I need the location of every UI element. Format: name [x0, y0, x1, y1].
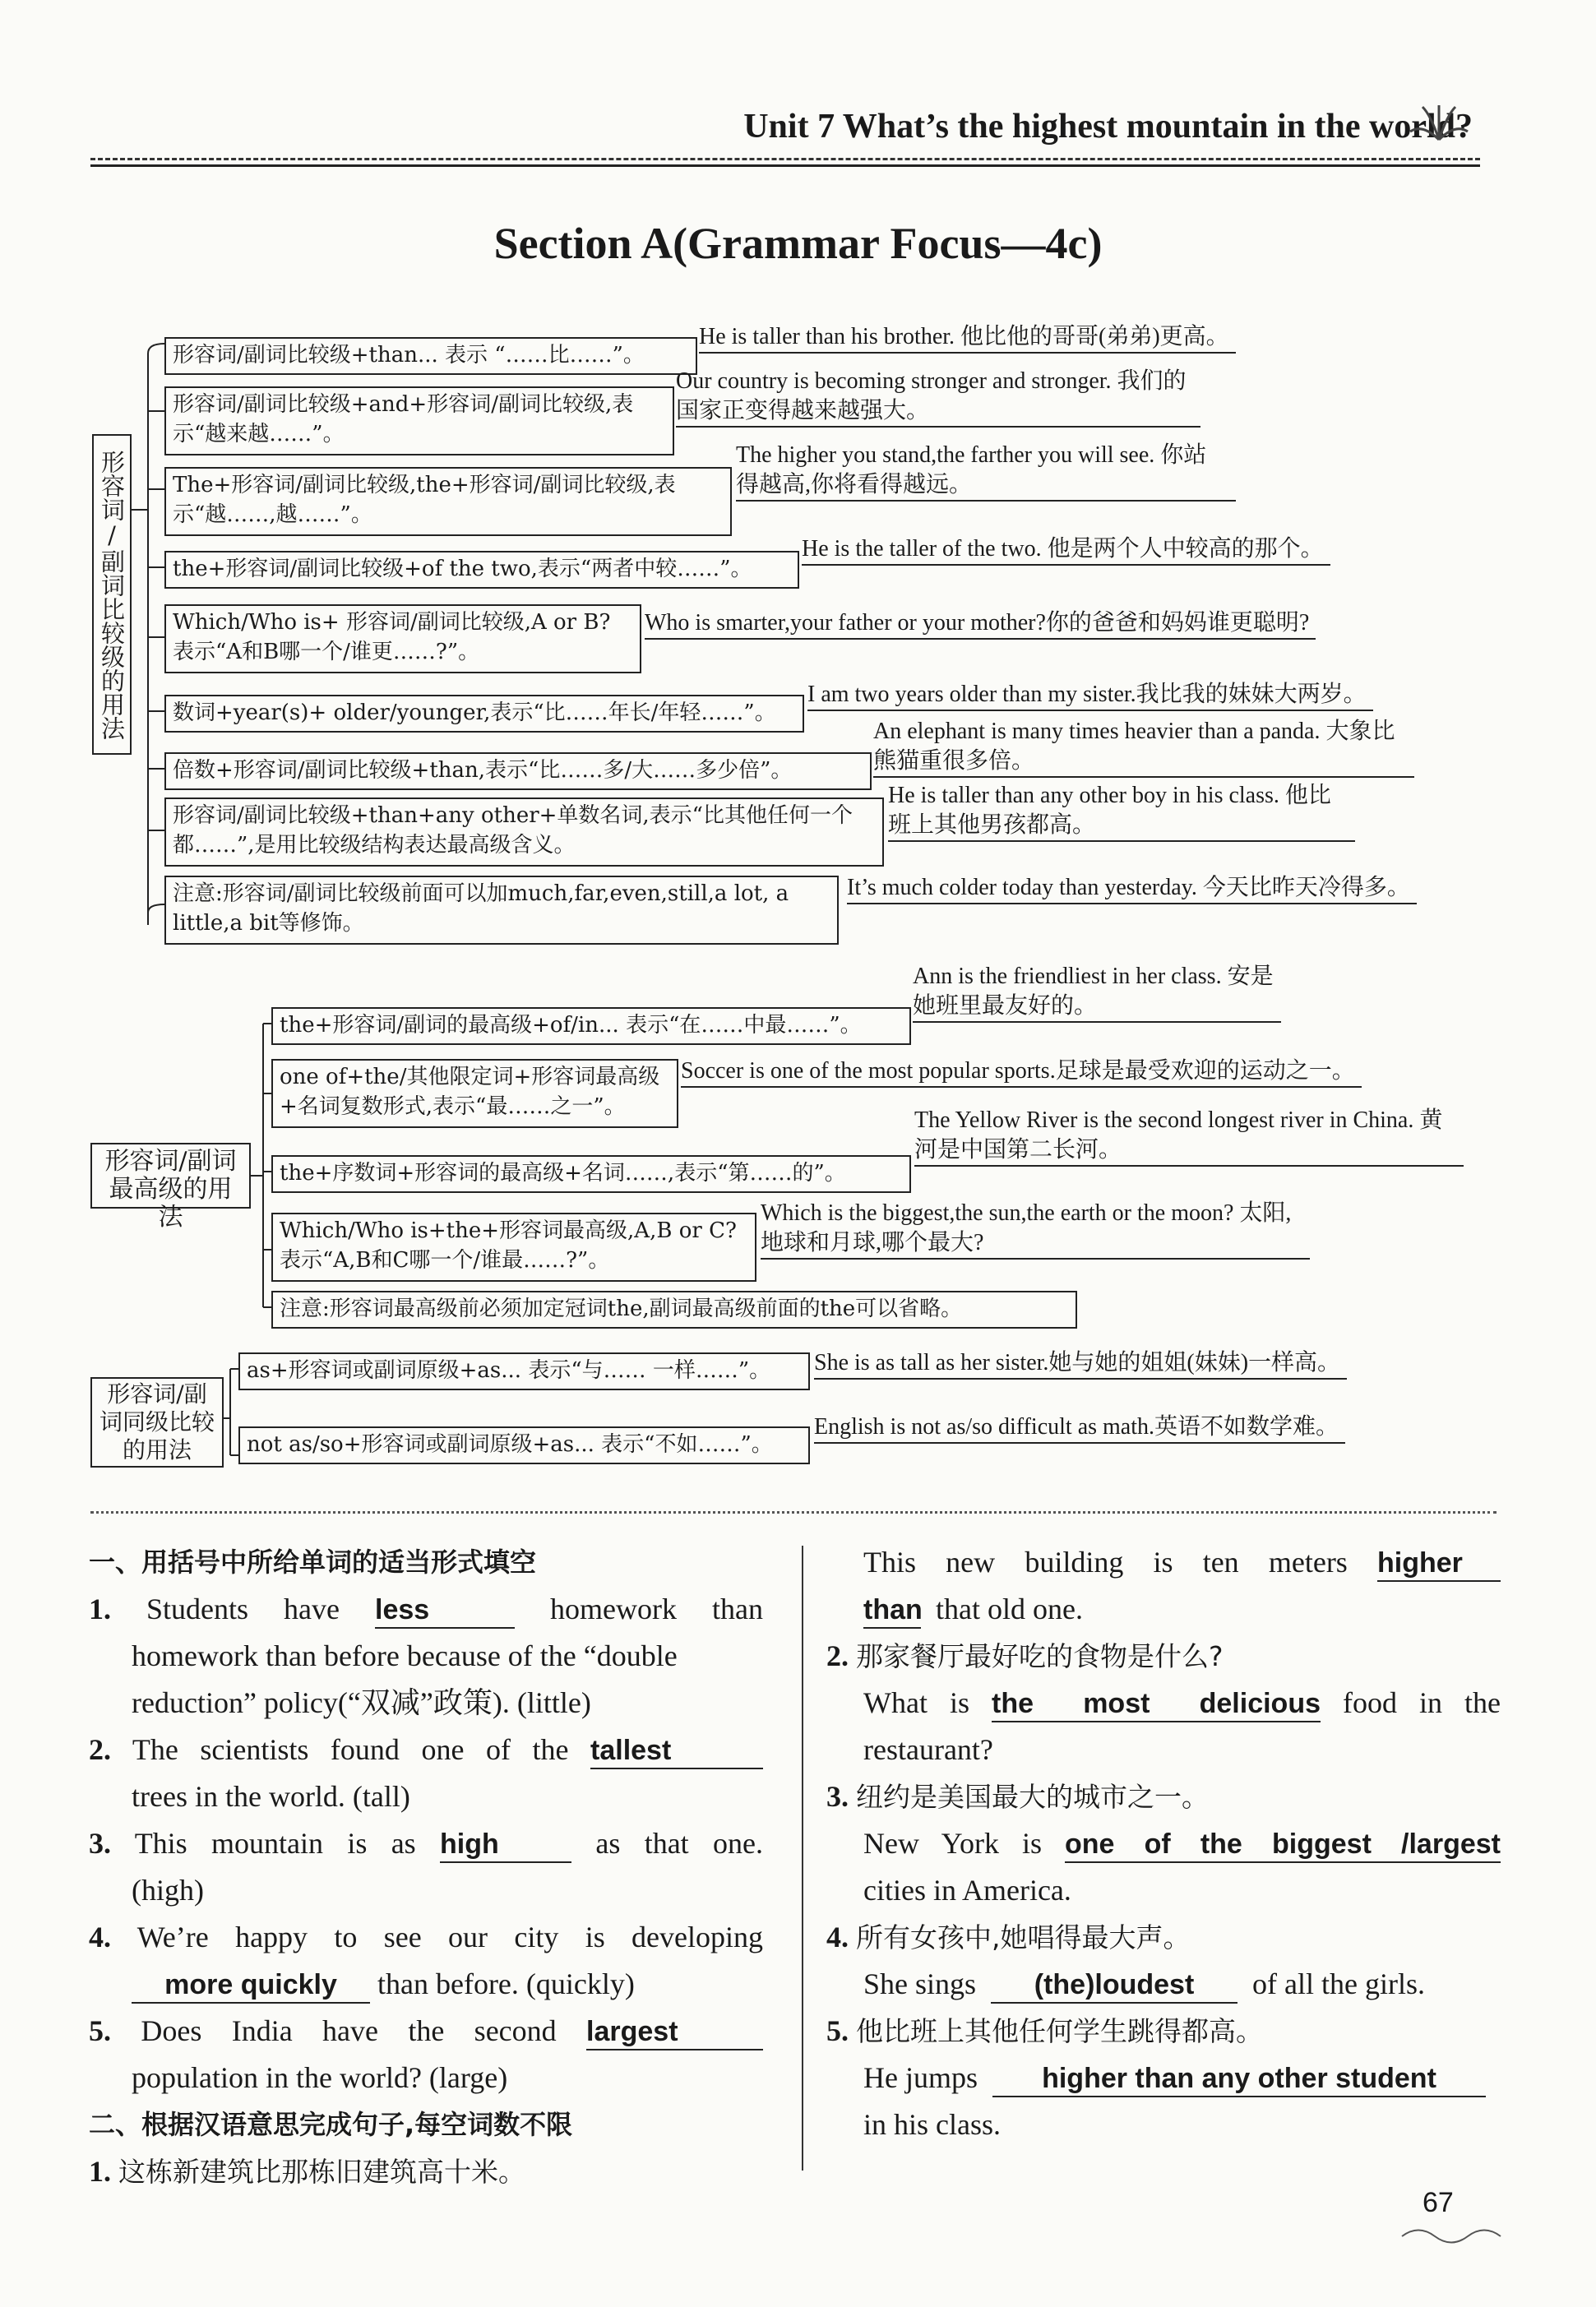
exercise-item-cont: trees in the world. (tall) — [132, 1780, 410, 1813]
exercise-item: 1. 这栋新建筑比那栋旧建筑高十米。 — [89, 2155, 525, 2188]
unit-header: Unit 7 What’s the highest mountain in the world? — [743, 108, 1473, 146]
rule-example: The higher you stand,the farther you will see. 你站得越高,你将看得越远。 — [736, 441, 1236, 502]
rule-box: 倍数+形容词/副词比较级+than,表示“比……多/大……多少倍”。 — [164, 752, 872, 790]
footer-flourish-icon — [1398, 2224, 1513, 2249]
exercise-item-cont: This new building is ten meters higher — [826, 1539, 1501, 1586]
category-equal-comparison: 形容词/副词同级比较的用法 — [90, 1377, 224, 1468]
rule-box: one of+the/其他限定词+形容词最高级+名词复数形式,表示“最……之一”。 — [271, 1059, 678, 1128]
rule-box: the+序数词+形容词的最高级+名词……,表示“第……的”。 — [271, 1155, 911, 1193]
rule-box: the+形容词/副词比较级+of the two,表示“两者中较……”。 — [164, 551, 799, 589]
exercise-right-column — [826, 1539, 1501, 2148]
answer-blank[interactable]: largest — [586, 2014, 763, 2050]
rule-example: She is as tall as her sister.她与她的姐姐(妹妹)一样高。 — [814, 1348, 1347, 1380]
rule-example: He is the taller of the two. 他是两个人中较高的那个。 — [802, 534, 1330, 566]
answer-blank[interactable]: higher — [1377, 1546, 1501, 1582]
answer-blank[interactable]: tallest — [590, 1733, 763, 1769]
answer-blank[interactable]: (the)loudest — [991, 1967, 1237, 2004]
rule-example: Which is the biggest,the sun,the earth or the moon? 太阳,地球和月球,哪个最大? — [761, 1199, 1310, 1260]
rule-box: 注意:形容词最高级前必须加定冠词the,副词最高级前面的the可以省略。 — [271, 1291, 1077, 1329]
answer-blank[interactable]: one of the biggest /largest — [1065, 1827, 1501, 1863]
exercise-item-cont: (high) — [132, 1874, 204, 1907]
exercise-item-cont: restaurant? — [863, 1733, 993, 1766]
rule-example: Who is smarter,your father or your mother?你的爸爸和妈妈谁更聪明? — [645, 608, 1316, 640]
rule-box: 形容词/副词比较级+than+any other+单数名词,表示“比其他任何一个都……”,是用比较级结构表达最高级含义。 — [164, 798, 884, 867]
rule-example: He is taller than any other boy in his class. 他比班上其他男孩都高。 — [888, 781, 1355, 842]
answer-blank[interactable]: than — [863, 1593, 921, 1629]
rule-box: the+形容词/副词的最高级+of/in... 表示“在……中最……”。 — [271, 1007, 911, 1045]
answer-blank[interactable]: less — [375, 1593, 515, 1629]
rule-box: not as/so+形容词或副词原级+as... 表示“不如……”。 — [238, 1426, 810, 1464]
answer-blank[interactable]: higher than any other student — [992, 2061, 1486, 2097]
exercise-item: 3. This mountain is as high as that one. — [89, 1820, 763, 1867]
exercise-item: 4. We’re happy to see our city is developing — [89, 1921, 764, 1953]
rule-box: Which/Who is+the+形容词最高级,A,B or C? 表示“A,B和C哪一个/谁最……?”。 — [271, 1213, 756, 1282]
rule-box: 数词+year(s)+ older/younger,表示“比……年长/年轻……”。 — [164, 695, 804, 733]
page-number: 67 — [1423, 2187, 1454, 2218]
section-divider — [90, 1511, 1497, 1514]
rule-box: The+形容词/副词比较级,the+形容词/副词比较级,表示“越……,越……”。 — [164, 467, 732, 536]
exercise-item-cont: in his class. — [863, 2108, 1001, 2141]
rule-example: The Yellow River is the second longest river in China. 黄河是中国第二长河。 — [914, 1106, 1464, 1167]
rule-example: English is not as/so difficult as math.英语不如数学难。 — [814, 1412, 1345, 1444]
rule-example: An elephant is many times heavier than a panda. 大象比熊猫重很多倍。 — [873, 717, 1414, 778]
exercise-item: 5. Does India have the second largest — [89, 2008, 763, 2055]
rule-example: Ann is the friendliest in her class. 安是她班里最友好的。 — [913, 962, 1281, 1023]
rule-box: 形容词/副词比较级+than... 表示 “……比……”。 — [164, 337, 697, 375]
rule-box: 注意:形容词/副词比较级前面可以加much,far,even,still,a lot, a little,a bit等修饰。 — [164, 876, 839, 945]
exercise-item-cont: more quickly than before. (quickly) — [89, 1961, 763, 2008]
rule-box: as+形容词或副词原级+as... 表示“与…… 一样……”。 — [238, 1352, 810, 1390]
rule-example: It’s much colder today than yesterday. 今天比昨天冷得多。 — [847, 873, 1417, 904]
rule-example: Soccer is one of the most popular sports.足球是最受欢迎的运动之一。 — [681, 1056, 1362, 1088]
rule-example: Our country is becoming stronger and stronger. 我们的国家正变得越来越强大。 — [676, 367, 1200, 428]
exercise-item: 5. 他比班上其他任何学生跳得都高。 — [826, 2014, 1263, 2047]
exercise-left-column — [89, 1539, 763, 2195]
exercise-item: 4. 所有女孩中,她唱得最大声。 — [826, 1921, 1191, 1953]
category-comparative: 形容词/副词比较级的用法 — [92, 434, 132, 755]
rule-box: 形容词/副词比较级+and+形容词/副词比较级,表示“越来越……”。 — [164, 386, 674, 455]
answer-blank[interactable]: high — [440, 1827, 571, 1863]
exercise-item-cont: New York is one of the biggest /largest — [826, 1820, 1501, 1867]
exercise-item-cont: cities in America. — [863, 1874, 1071, 1907]
column-divider — [802, 1546, 803, 2171]
section-title: Section A(Grammar Focus—4c) — [493, 219, 1103, 268]
exercise-item-cont: He jumps higher than any other student — [826, 2055, 1501, 2101]
exercise-item-cont: homework than before because of the “double reduction” policy(“双减”政策). (little) — [132, 1639, 678, 1719]
exercise-item-cont: population in the world? (large) — [132, 2061, 508, 2094]
exercise-item-cont: What is the most delicious food in the — [826, 1680, 1501, 1727]
exercise-item-cont: than that old one. — [826, 1586, 1501, 1633]
exercise2-heading: 二、根据汉语意思完成句子,每空词数不限 — [89, 2109, 573, 2140]
category-superlative: 形容词/副词最高级的用法 — [90, 1143, 251, 1209]
exercise-item: 2. 那家餐厅最好吃的食物是什么? — [826, 1639, 1224, 1672]
exercise-item: 1. Students have less homework than — [89, 1586, 763, 1633]
rule-box: Which/Who is+ 形容词/副词比较级,A or B? 表示“A和B哪一个/谁更……?”。 — [164, 604, 641, 673]
exercise-item: 2. The scientists found one of the tallest — [89, 1727, 763, 1773]
answer-blank[interactable]: more quickly — [132, 1967, 370, 2004]
answer-blank[interactable]: the most delicious — [992, 1686, 1321, 1722]
exercise-item: 3. 纽约是美国最大的城市之一。 — [826, 1780, 1209, 1813]
rule-example: He is taller than his brother. 他比他的哥哥(弟弟)更高。 — [699, 322, 1236, 354]
exercise-item-cont: She sings (the)loudest of all the girls. — [826, 1961, 1501, 2008]
rule-example: I am two years older than my sister.我比我的妹妹大两岁。 — [807, 680, 1373, 711]
exercise1-heading: 一、用括号中所给单词的适当形式填空 — [89, 1546, 537, 1578]
